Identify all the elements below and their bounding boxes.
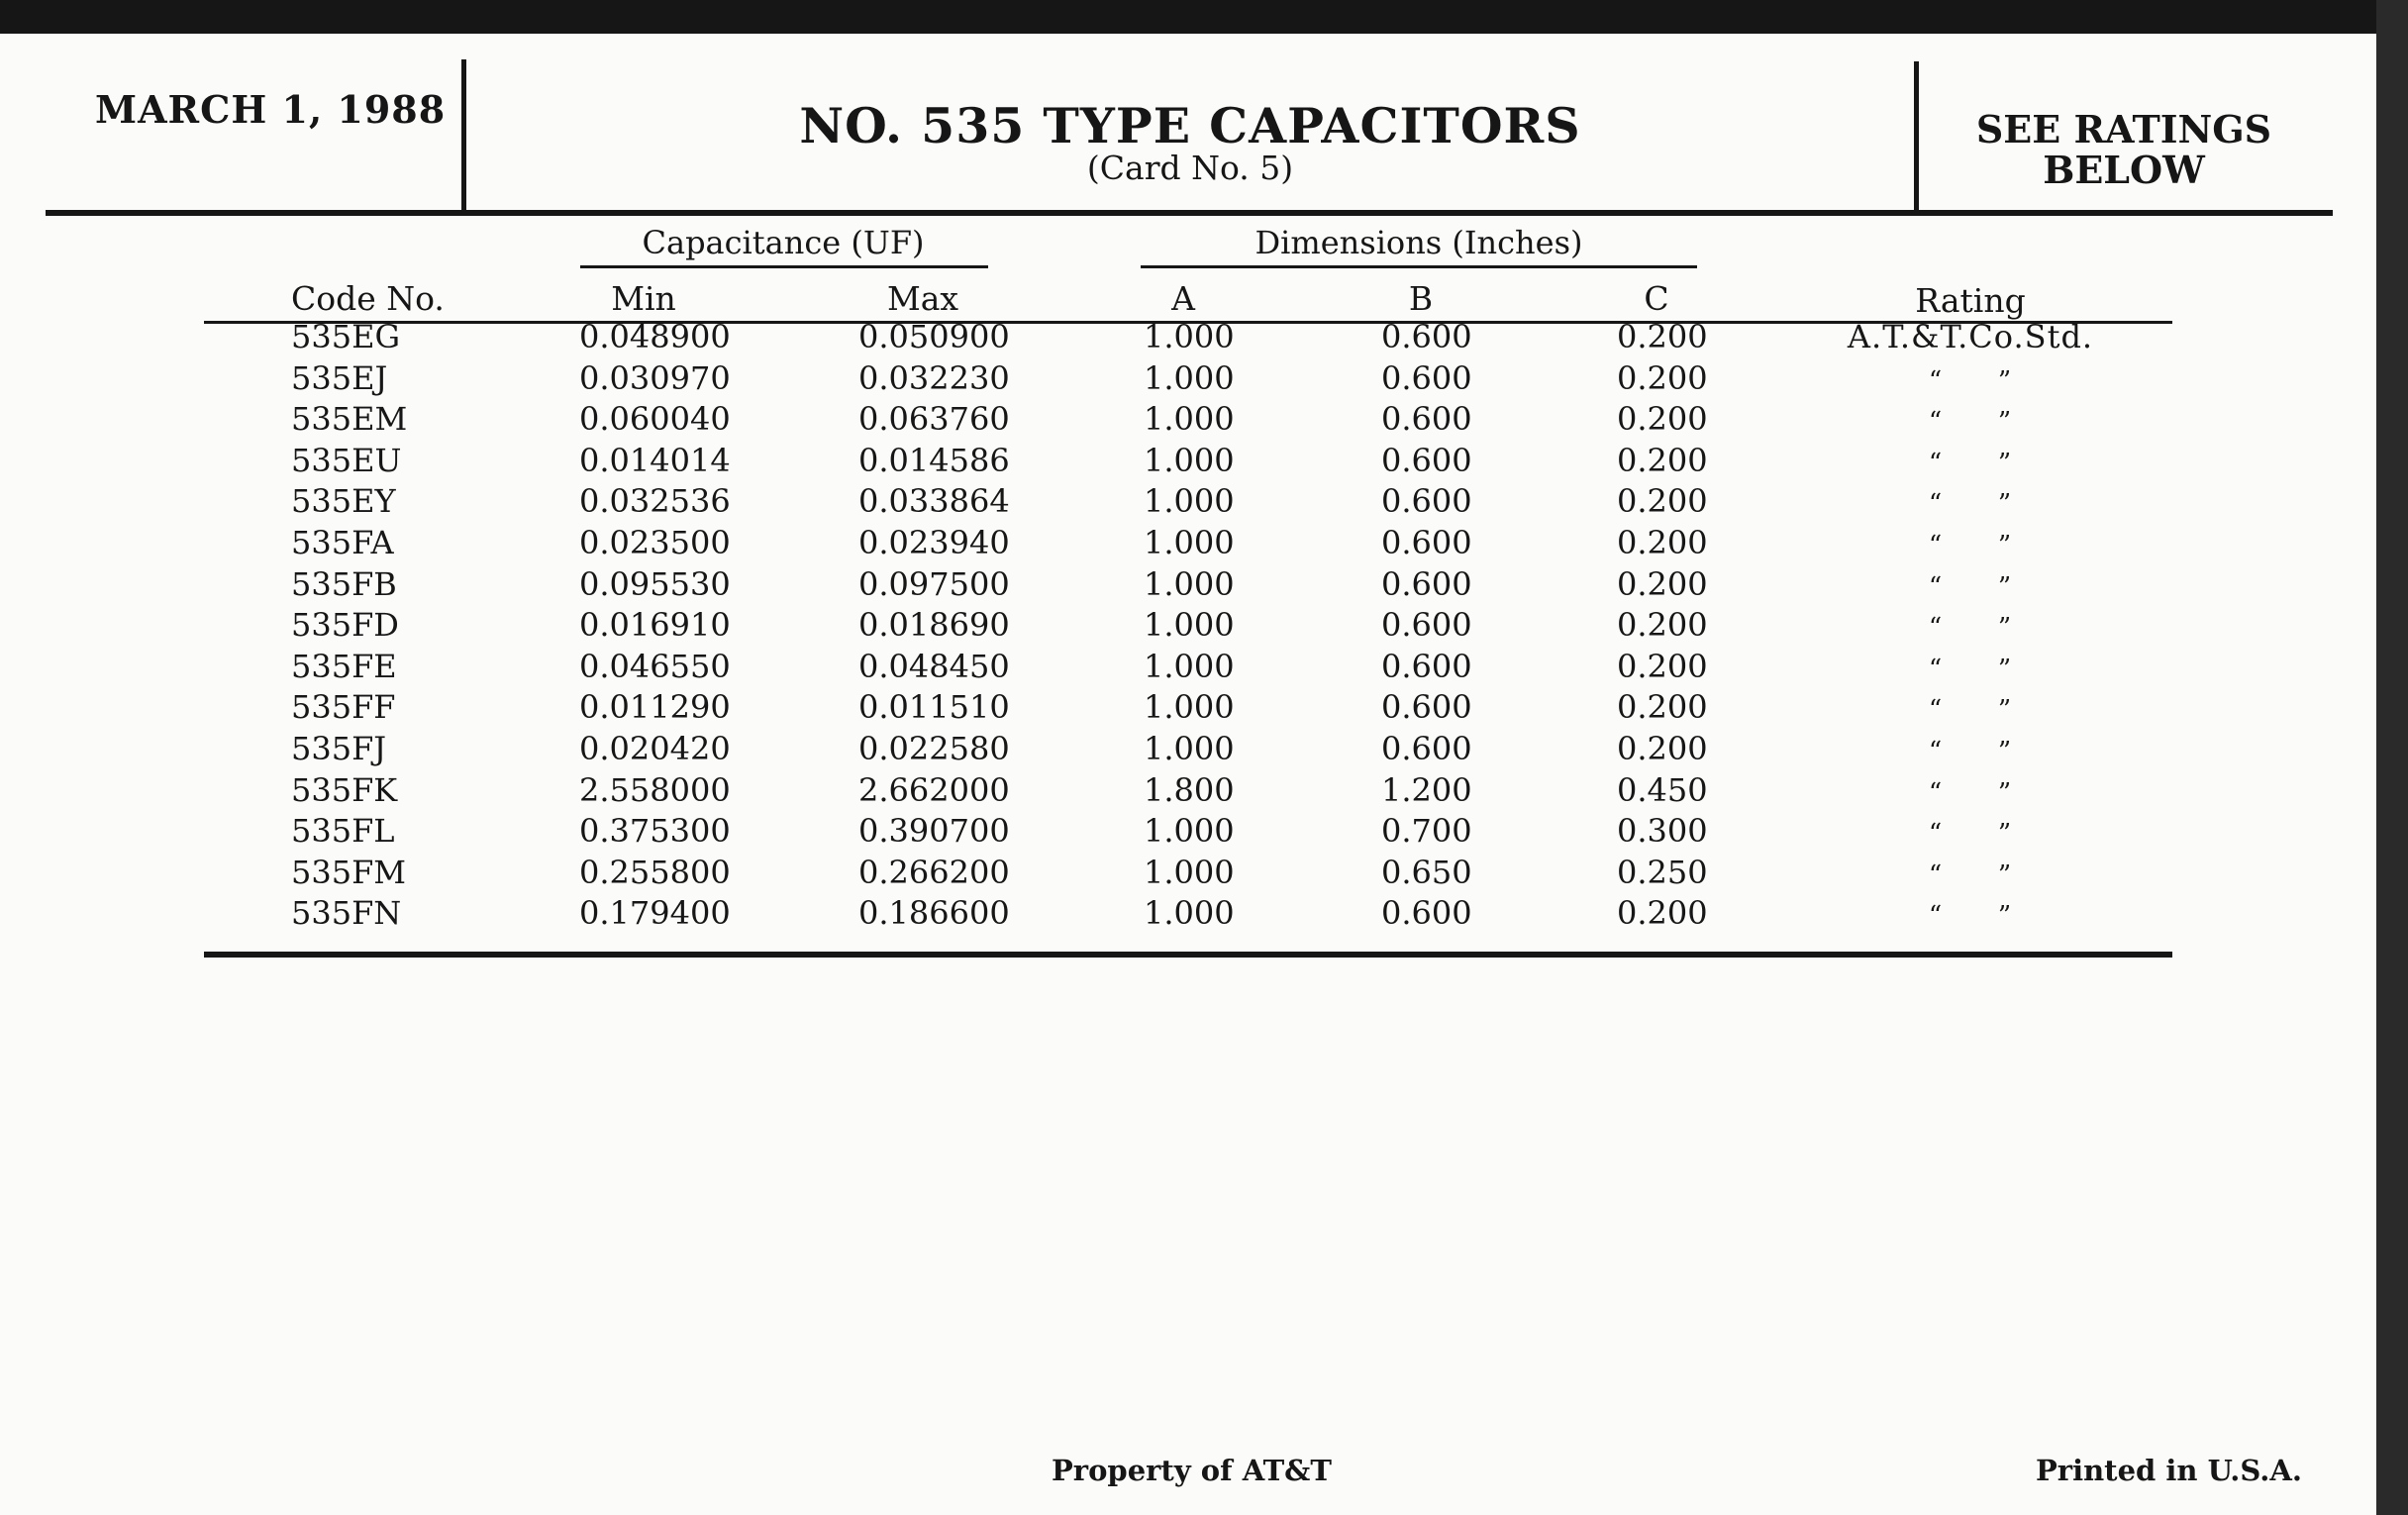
card-number: (Card No. 5) [1086, 149, 1294, 187]
ditto-close-mark: ” [1997, 530, 2013, 560]
cell-dim-b: 0.600 [1381, 441, 1472, 479]
cell-dim-c: 0.450 [1617, 770, 1708, 809]
cell-cap-max: 0.022580 [858, 729, 1010, 767]
ditto-open-mark: “ [1928, 736, 1944, 766]
cell-dim-c: 0.200 [1617, 647, 1708, 685]
cell-code: 535FM [291, 853, 407, 891]
cell-dim-b: 0.600 [1381, 358, 1472, 397]
cell-code: 535FA [291, 523, 394, 561]
cell-dim-c: 0.200 [1617, 358, 1708, 397]
ditto-open-mark: “ [1928, 530, 1944, 560]
ditto-close-mark: ” [1997, 407, 2013, 438]
cell-dim-c: 0.200 [1617, 894, 1708, 933]
cell-dim-a: 1.000 [1144, 482, 1235, 521]
cell-code: 535EU [291, 441, 402, 479]
table-row [0, 853, 2376, 894]
cell-cap-max: 0.266200 [858, 853, 1010, 891]
cell-dim-b: 0.700 [1381, 812, 1472, 851]
table-row [0, 770, 2376, 812]
ditto-close-mark: ” [1997, 365, 2013, 396]
scan-top-border [0, 0, 2408, 34]
cell-code: 535FN [291, 894, 402, 933]
ditto-close-mark: ” [1997, 859, 2013, 890]
cell-dim-a: 1.000 [1144, 853, 1235, 891]
cell-code: 535FD [291, 606, 399, 645]
cell-code: 535EM [291, 400, 408, 439]
cell-dim-a: 1.000 [1144, 523, 1235, 561]
cell-dim-a: 1.000 [1144, 441, 1235, 479]
ditto-open-mark: “ [1928, 365, 1944, 396]
cell-dim-b: 0.600 [1381, 400, 1472, 439]
ditto-close-mark: ” [1997, 819, 2013, 850]
cell-cap-min: 0.016910 [579, 606, 731, 645]
cell-code: 535EY [291, 482, 396, 521]
ditto-close-mark: ” [1997, 901, 2013, 932]
cell-dim-b: 0.600 [1381, 894, 1472, 933]
cell-cap-max: 0.018690 [858, 606, 1010, 645]
cell-dim-b: 0.650 [1381, 853, 1472, 891]
cell-rating: A.T.&T.Co.Std. [1847, 318, 2094, 355]
ditto-open-mark: “ [1928, 777, 1944, 808]
ditto-close-mark: ” [1997, 736, 2013, 766]
cell-dim-a: 1.000 [1144, 318, 1235, 355]
cell-cap-max: 0.048450 [858, 647, 1010, 685]
cell-cap-min: 0.255800 [579, 853, 731, 891]
cell-dim-a: 1.000 [1144, 729, 1235, 767]
table-row [0, 523, 2376, 564]
rating-note-line2: BELOW [2043, 148, 2205, 192]
ownership-note: Property of AT&T [1052, 1454, 1332, 1487]
cell-code: 535EG [291, 318, 400, 355]
cell-cap-max: 0.050900 [858, 318, 1010, 355]
table-row [0, 687, 2376, 729]
cell-code: 535FL [291, 812, 395, 851]
ditto-close-mark: ” [1997, 571, 2013, 602]
cell-cap-min: 0.095530 [579, 564, 731, 603]
cell-cap-min: 0.011290 [579, 688, 731, 727]
cell-cap-min: 0.032536 [579, 482, 731, 521]
cell-cap-max: 0.033864 [858, 482, 1010, 521]
cell-dim-c: 0.200 [1617, 688, 1708, 727]
scan-right-border [2376, 0, 2408, 1515]
cell-dim-b: 0.600 [1381, 482, 1472, 521]
cell-cap-max: 0.032230 [858, 358, 1010, 397]
cell-dim-c: 0.200 [1617, 400, 1708, 439]
cell-rating [1802, 605, 2139, 650]
table-row [0, 358, 2376, 400]
ditto-open-mark: “ [1928, 407, 1944, 438]
column-header-code: Code No. [291, 279, 445, 318]
cell-cap-min: 2.558000 [579, 770, 731, 809]
ditto-close-mark: ” [1997, 613, 2013, 644]
cell-dim-c: 0.250 [1617, 853, 1708, 891]
column-header-b: B [1408, 279, 1434, 318]
cell-cap-min: 0.014014 [579, 441, 731, 479]
ditto-close-mark: ” [1997, 489, 2013, 520]
cell-code: 535FK [291, 770, 398, 809]
cell-cap-min: 0.060040 [579, 400, 731, 439]
cell-cap-min: 0.046550 [579, 647, 731, 685]
column-header-rating: Rating [1915, 281, 2026, 320]
table-row [0, 811, 2376, 853]
ditto-close-mark: ” [1997, 695, 2013, 726]
cell-cap-min: 0.048900 [579, 318, 731, 355]
cell-rating [1802, 729, 2139, 773]
cell-dim-b: 0.600 [1381, 523, 1472, 561]
table-row [0, 564, 2376, 606]
cell-cap-max: 0.390700 [858, 812, 1010, 851]
cell-cap-min: 0.375300 [579, 812, 731, 851]
table-row [0, 729, 2376, 770]
ditto-close-mark: ” [1997, 654, 2013, 684]
cell-code: 535FB [291, 564, 397, 603]
table-row [0, 399, 2376, 441]
ditto-open-mark: “ [1928, 654, 1944, 684]
cell-rating [1802, 647, 2139, 691]
cell-dim-a: 1.000 [1144, 894, 1235, 933]
print-origin-note: Printed in U.S.A. [2036, 1454, 2302, 1487]
cell-cap-max: 2.662000 [858, 770, 1010, 809]
cell-rating [1802, 687, 2139, 732]
table-body [0, 317, 2376, 935]
cell-dim-b: 0.600 [1381, 688, 1472, 727]
cell-rating [1802, 399, 2139, 444]
header-divider-right [1914, 61, 1919, 210]
page-title: NO. 535 TYPE CAPACITORS [799, 97, 1581, 154]
cell-rating [1802, 523, 2139, 567]
header-rule [46, 210, 2333, 216]
cell-dim-b: 0.600 [1381, 564, 1472, 603]
cell-code: 535FE [291, 647, 397, 685]
cell-dim-b: 1.200 [1381, 770, 1472, 809]
cell-rating [1802, 441, 2139, 485]
cell-dim-a: 1.800 [1144, 770, 1235, 809]
ditto-open-mark: “ [1928, 695, 1944, 726]
ditto-open-mark: “ [1928, 819, 1944, 850]
ditto-open-mark: “ [1928, 571, 1944, 602]
capacitance-group-rule [580, 265, 988, 268]
cell-dim-c: 0.200 [1617, 564, 1708, 603]
dimensions-group-header: Dimensions (Inches) [1254, 224, 1583, 261]
ditto-close-mark: ” [1997, 448, 2013, 478]
cell-dim-b: 0.600 [1381, 647, 1472, 685]
cell-rating [1802, 853, 2139, 897]
cell-dim-a: 1.000 [1144, 358, 1235, 397]
cell-dim-c: 0.200 [1617, 318, 1708, 355]
ditto-open-mark: “ [1928, 448, 1944, 478]
cell-dim-b: 0.600 [1381, 318, 1472, 355]
table-row [0, 441, 2376, 482]
cell-dim-c: 0.200 [1617, 523, 1708, 561]
cell-rating [1802, 564, 2139, 609]
column-header-max: Max [886, 279, 959, 318]
cell-cap-max: 0.014586 [858, 441, 1010, 479]
ditto-close-mark: ” [1997, 777, 2013, 808]
cell-dim-a: 1.000 [1144, 400, 1235, 439]
ditto-open-mark: “ [1928, 901, 1944, 932]
table-row [0, 893, 2376, 935]
cell-dim-a: 1.000 [1144, 606, 1235, 645]
cell-rating [1802, 893, 2139, 938]
cell-dim-c: 0.200 [1617, 441, 1708, 479]
ditto-open-mark: “ [1928, 489, 1944, 520]
cell-code: 535FF [291, 688, 396, 727]
table-row [0, 605, 2376, 647]
cell-cap-max: 0.023940 [858, 523, 1010, 561]
cell-dim-a: 1.000 [1144, 812, 1235, 851]
cell-rating [1802, 811, 2139, 856]
cell-cap-max: 0.063760 [858, 400, 1010, 439]
capacitance-group-header: Capacitance (UF) [642, 224, 925, 261]
cell-cap-max: 0.186600 [858, 894, 1010, 933]
cell-dim-a: 1.000 [1144, 688, 1235, 727]
cell-cap-min: 0.020420 [579, 729, 731, 767]
ditto-open-mark: “ [1928, 613, 1944, 644]
cell-dim-b: 0.600 [1381, 606, 1472, 645]
cell-dim-c: 0.200 [1617, 606, 1708, 645]
cell-cap-max: 0.011510 [858, 688, 1010, 727]
rating-note [1921, 109, 2327, 190]
cell-cap-min: 0.179400 [579, 894, 731, 933]
cell-rating [1802, 770, 2139, 815]
table-bottom-rule [204, 952, 2172, 958]
cell-dim-a: 1.000 [1144, 564, 1235, 603]
rating-note-line1: SEE RATINGS [1975, 107, 2272, 152]
cell-rating [1802, 481, 2139, 526]
ditto-open-mark: “ [1928, 859, 1944, 890]
table-row [0, 481, 2376, 523]
column-header-min: Min [611, 279, 676, 318]
column-header-c: C [1644, 279, 1669, 318]
cell-rating [1802, 358, 2139, 403]
cell-code: 535EJ [291, 358, 388, 397]
cell-dim-c: 0.200 [1617, 729, 1708, 767]
cell-cap-min: 0.030970 [579, 358, 731, 397]
cell-code: 535FJ [291, 729, 387, 767]
cell-dim-a: 1.000 [1144, 647, 1235, 685]
cell-dim-c: 0.200 [1617, 482, 1708, 521]
table-row [0, 317, 2376, 358]
cell-dim-b: 0.600 [1381, 729, 1472, 767]
cell-dim-c: 0.300 [1617, 812, 1708, 851]
cell-cap-min: 0.023500 [579, 523, 731, 561]
column-header-a: A [1171, 279, 1195, 318]
table-row [0, 647, 2376, 688]
dimensions-group-rule [1141, 265, 1697, 268]
cell-cap-max: 0.097500 [858, 564, 1010, 603]
issue-date: MARCH 1, 1988 [95, 87, 447, 132]
